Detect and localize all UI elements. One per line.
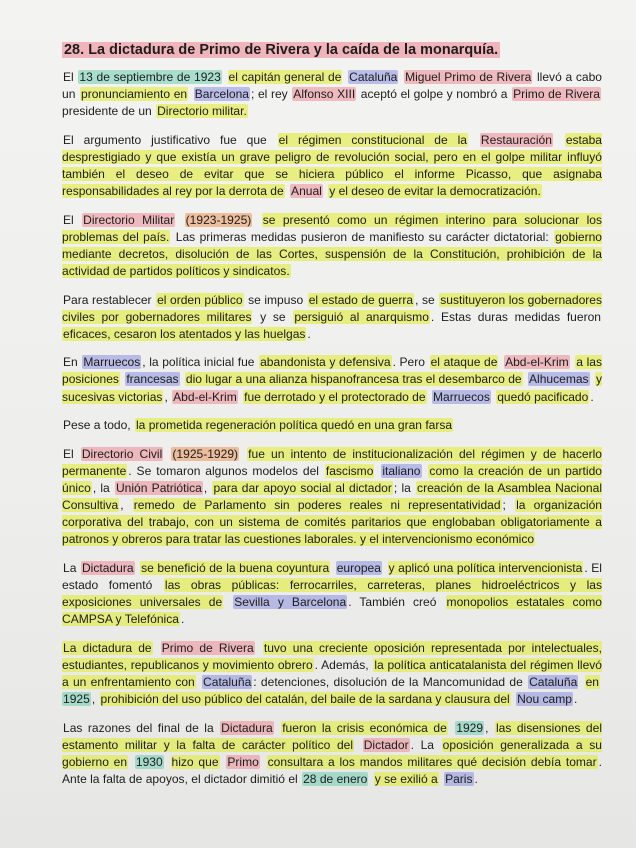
highlighted-text: la prometida regeneración política quedó en una gran farsa — [136, 418, 453, 433]
highlighted-text: se benefició de la buena coyuntura — [141, 560, 330, 575]
text-run — [368, 772, 373, 786]
text-run: , — [120, 497, 132, 512]
highlighted-text: sustituyeron los gobernadores civiles por gobernadores militares — [62, 292, 602, 324]
highlighted-text: Abd-el-Krim — [173, 389, 237, 404]
text-run: aceptó el golpe y nombró a — [357, 87, 512, 102]
text-run: Para restablecer — [63, 292, 156, 307]
text-run: , se — [415, 292, 439, 307]
highlighted-text: Sevilla y Barcelona — [234, 594, 347, 609]
highlighted-text: Primo de Rivera — [161, 640, 254, 655]
highlighted-text: Nou camp — [517, 691, 572, 706]
text-run — [578, 675, 584, 689]
highlighted-text: Restauración — [480, 132, 552, 147]
highlighted-text: dio lugar a una alianza hispanofrancesa tras el desembarco de — [185, 372, 522, 387]
page-title — [62, 40, 602, 60]
text-run: . Se tomaron algunos modelos del — [128, 463, 324, 478]
highlighted-text: francesas — [126, 372, 179, 387]
highlighted-text: 1930 — [135, 754, 163, 769]
text-run: . — [307, 326, 311, 341]
text-run: . Además, — [314, 657, 373, 672]
text-run — [222, 70, 228, 84]
highlighted-text: y se exilió a — [374, 771, 438, 786]
paragraph — [62, 720, 602, 788]
highlighted-text: el ataque de — [430, 355, 498, 370]
text-run: . La — [410, 737, 441, 752]
text-run: , — [203, 480, 212, 495]
highlighted-text: y el deseo de evitar la democratización. — [329, 184, 541, 199]
paragraph — [62, 69, 602, 120]
highlighted-text: (1925-1929) — [172, 446, 239, 461]
text-run: se impuso — [244, 292, 307, 307]
highlighted-text: el orden público — [157, 292, 243, 307]
text-run: , — [164, 389, 172, 404]
text-run — [330, 561, 336, 575]
text-run: . Pero — [392, 355, 429, 370]
text-run: . El estado fomentó — [62, 560, 602, 592]
highlighted-text: 28 de enero — [303, 771, 368, 786]
highlighted-text: hizo que — [171, 754, 219, 769]
highlighted-text: prohibición del uso público del catalán, del baile de la sardana y clausura del — [100, 691, 510, 706]
highlighted-text: Primo — [227, 754, 259, 769]
highlighted-text: para dar apoyo social al dictador — [213, 480, 392, 495]
highlighted-text: Paris — [445, 771, 473, 786]
text-run — [188, 87, 194, 101]
highlighted-text: Dictadura — [221, 720, 273, 735]
text-run — [239, 447, 247, 461]
highlighted-text: oposición generalizada a su gobierno en — [62, 737, 602, 769]
text-run: ; la — [393, 480, 416, 495]
highlighted-text: quedó pacificado — [497, 389, 589, 404]
text-run: . — [590, 389, 594, 404]
text-run — [260, 755, 267, 769]
text-run — [553, 133, 565, 147]
highlighted-text: las obras públicas: ferrocarriles, carreteras, planes hidroeléctricos y las exposiciones universales de — [62, 577, 602, 609]
document-body — [62, 69, 602, 788]
highlighted-text: Cataluña — [529, 674, 578, 689]
highlighted-text: fueron la crisis económica de — [282, 720, 447, 735]
highlighted-text: fascismo — [325, 463, 374, 478]
text-run: presidente de un — [62, 104, 156, 119]
highlighted-text: monopolios estatales como CAMPSA y Telefónica — [62, 594, 603, 627]
text-run: El argumento justificativo fue que — [63, 132, 277, 147]
highlighted-text: Anual — [291, 184, 322, 199]
highlighted-text: se presentó como un régimen interino para solucionar los problemas del país. — [62, 212, 602, 244]
paragraph — [62, 446, 602, 549]
highlighted-text: las disensiones del estamento militar y la falta de carácter político del — [62, 720, 603, 752]
text-run: . — [474, 771, 478, 786]
text-run: La — [63, 560, 80, 575]
text-run: , — [91, 691, 99, 706]
highlighted-text: europea — [336, 560, 381, 575]
highlighted-text: como la creación de un partido único — [62, 463, 602, 495]
text-run: , la — [92, 480, 114, 495]
text-run — [382, 561, 388, 575]
highlighted-text: 1929 — [456, 720, 484, 735]
highlighted-text: Unión Patriótica — [115, 480, 202, 495]
highlighted-text: pronunciamiento en — [81, 87, 188, 102]
highlighted-text: remedo de Parlamento sin poderes reales ni representatividad — [133, 497, 501, 512]
highlighted-text: el régimen constitucional de la — [278, 132, 467, 147]
text-run: El — [63, 446, 80, 461]
text-run — [252, 213, 261, 227]
highlighted-text: Miguel Primo de Rivera — [405, 70, 532, 84]
highlighted-text: Cataluña — [349, 70, 398, 84]
highlighted-text: eficaces, cesaron los atentados y las huelgas — [63, 326, 306, 341]
text-run: Las razones del final de la — [63, 720, 220, 735]
highlighted-text: 13 de septiembre de 1923 — [79, 70, 221, 84]
text-run: y se — [253, 309, 293, 324]
highlighted-text: Abd-el-Krim — [505, 355, 569, 370]
text-run: : detenciones, disolución de la Mancomunidad de — [253, 674, 528, 689]
text-run — [600, 675, 602, 689]
text-run: ; — [502, 497, 515, 512]
text-run — [468, 133, 480, 147]
highlighted-text: la política anticatalanista del régimen llevó a un enfrentamiento con — [62, 657, 602, 689]
highlighted-text: Alhucemas — [528, 372, 589, 387]
paragraph — [62, 640, 602, 708]
highlighted-text: Directorio Militar — [83, 212, 175, 227]
text-run: . También creó — [348, 594, 445, 609]
text-run — [164, 755, 171, 769]
text-run — [175, 213, 184, 227]
highlighted-text: Alfonso XIII — [293, 87, 356, 102]
text-run — [128, 755, 135, 769]
text-run: , — [485, 720, 494, 735]
paragraph — [62, 132, 602, 200]
paragraph — [62, 354, 602, 405]
highlighted-text: Dictador — [363, 737, 409, 752]
text-run — [153, 641, 161, 655]
paragraph — [62, 417, 602, 434]
highlighted-text: Directorio militar. — [157, 104, 247, 119]
highlighted-text: fue un intento de institucionalización del régimen y de hacerlo permanente — [62, 446, 602, 478]
highlighted-text: La dictadura de — [63, 640, 152, 655]
highlighted-text: estaba desprestigiado y que existía un grave peligro de revolución social, pero en el golpe militar influyó también el deseo de evitar que se hiciera público el informe Picasso, que asignaba responsabilidades al rey por la derrota de — [62, 132, 602, 199]
highlighted-text: el capitán general de — [228, 70, 342, 84]
paragraph — [62, 292, 602, 343]
highlighted-text: Cataluña — [203, 674, 252, 689]
text-run — [354, 738, 363, 752]
highlighted-text: consultara a los mandos militares qué decisión debía tomar — [267, 754, 597, 769]
highlighted-text: y sucesivas victorias — [62, 372, 602, 404]
text-run: En — [63, 355, 82, 370]
highlighted-text: tuvo una creciente oposición representada por intelectuales, estudiantes, republicanos y movimiento obrero — [62, 640, 602, 672]
highlighted-text: italiano — [382, 463, 421, 478]
text-run: El — [63, 70, 78, 84]
text-run: . — [180, 612, 185, 627]
title-text: 28. La dictadura de Primo de Rivera y la caída de la monarquía. — [64, 42, 499, 58]
highlighted-text: fue derrotado y el protectorado de — [244, 389, 426, 404]
highlighted-text: Barcelona — [194, 87, 249, 102]
highlighted-text: Dictadura — [81, 560, 134, 575]
paragraph — [62, 560, 602, 628]
text-run — [255, 641, 263, 655]
highlighted-text: Marruecos — [432, 389, 490, 404]
highlighted-text: (1923-1925) — [185, 212, 252, 227]
highlighted-text: Directorio Civil — [81, 446, 163, 461]
highlighted-text: abandonista y defensiva — [260, 355, 391, 370]
text-run: . — [573, 691, 578, 706]
highlighted-text: en — [585, 674, 599, 689]
highlighted-text: Marruecos — [83, 355, 141, 370]
text-run: El — [63, 212, 82, 227]
text-run: llevó a cabo un — [62, 70, 603, 102]
highlighted-text: la organización corporativa del trabajo, con un sistema de comités paritarios que englobaban obligatoriamente a patronos y obreros para tratar las cuestiones laborales. y el intervencionismo económico — [62, 497, 602, 547]
text-run — [223, 595, 233, 609]
text-run: ; el rey — [250, 87, 292, 102]
paragraph — [62, 212, 602, 280]
text-run: . Estas duras medidas fueron — [430, 309, 601, 324]
highlighted-text: persiguió al anarquismo — [294, 309, 429, 324]
highlighted-text: el estado de guerra — [308, 292, 414, 307]
text-run: Las primeras medidas pusieron de manifiesto su carácter dictatorial: — [171, 229, 554, 244]
highlighted-text: Primo de Rivera — [513, 87, 600, 102]
highlighted-text: a las posiciones — [62, 355, 602, 387]
text-run: . Ante la falta de apoyos, el dictador dimitió el — [62, 754, 603, 786]
highlighted-text: 1925 — [63, 691, 90, 706]
text-run: Pese a todo, — [63, 418, 134, 433]
highlighted-text: creación de la Asamblea Nacional Consultiva — [62, 480, 602, 512]
text-run: , la política inicial fue — [142, 355, 259, 370]
highlighted-text: y aplicó una política intervencionista — [388, 560, 583, 575]
highlighted-text: gobierno mediante decretos, disolución de las Cortes, suspensión de la Constitución, prohibición de la actividad de partidos políticos y sindicatos. — [62, 229, 602, 278]
